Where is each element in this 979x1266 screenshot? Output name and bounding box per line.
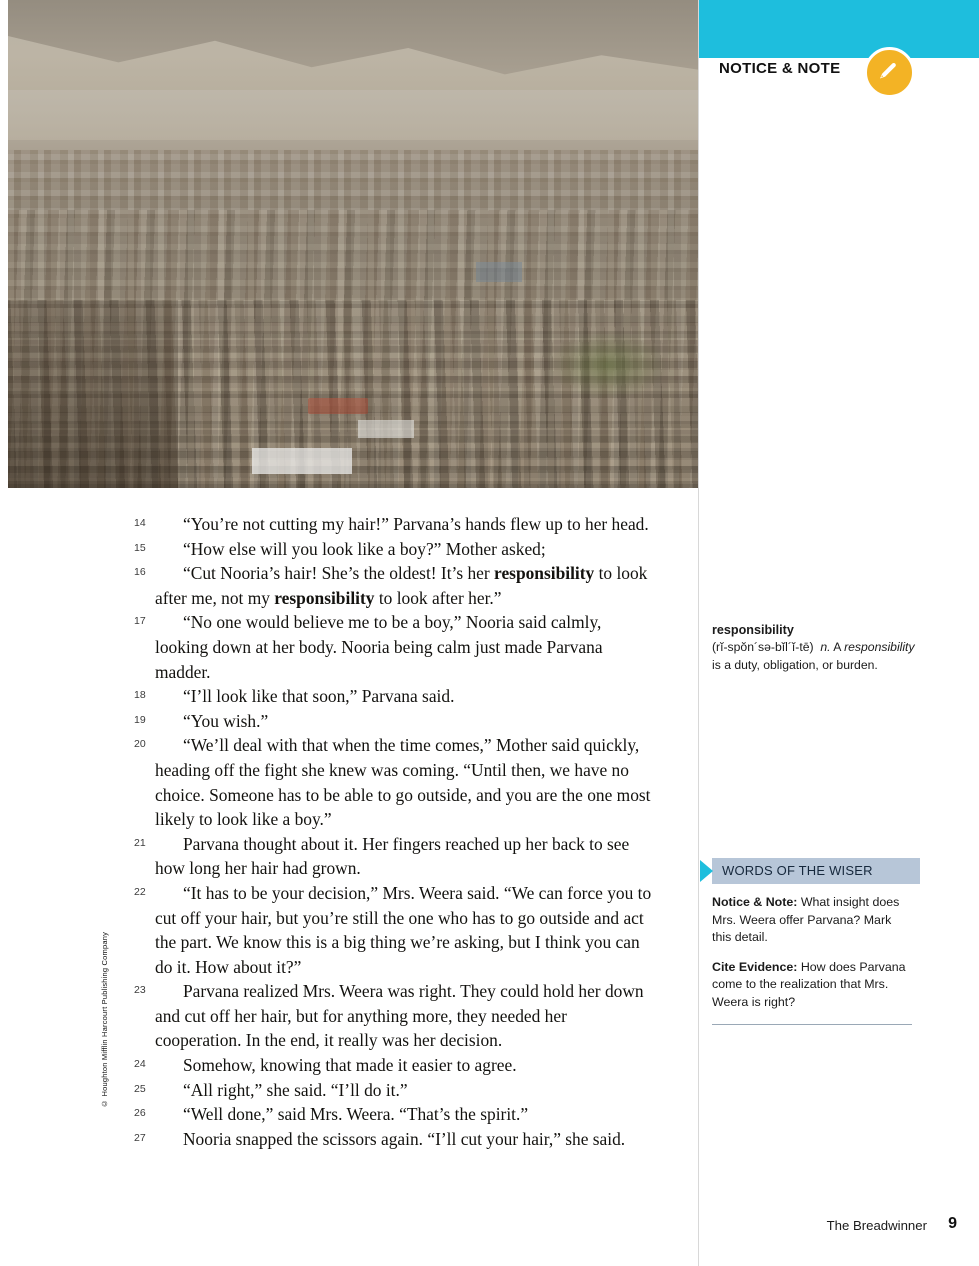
story-paragraph [134, 979, 656, 1053]
vocabulary-word: responsibility [712, 623, 794, 637]
story-paragraph [134, 1078, 656, 1103]
paragraph-number: 16 [134, 566, 146, 579]
story-paragraph [134, 881, 656, 979]
paragraph-number: 15 [134, 541, 146, 554]
paragraph-text: “It has to be your decision,” Mrs. Weera said. “We can force you to cut off your hair, but you’re still the one who has to go outside and act the part. We know this is a big thing we’re asking, but I think you can do it. How about it?” [155, 882, 652, 977]
cite-evidence-prompt-text: How does Parvana come to the realization that Mrs. Weera is right? [712, 959, 906, 1009]
story-paragraph [134, 1053, 656, 1078]
paragraph-number: 22 [134, 885, 146, 898]
paragraph-text: “Cut Nooria’s hair! She’s the oldest! It’s her responsibility to look after me, not my responsibility to look after her.” [155, 563, 648, 608]
story-paragraph [134, 832, 656, 881]
photo-shadow-left [8, 300, 178, 488]
cite-evidence-prompt-label: Cite Evidence: [712, 959, 798, 974]
paragraph-text: “No one would believe me to be a boy,” Nooria said calmly, looking down at her body. Nooria being calm just made Parvana madder. [155, 612, 603, 682]
paragraph-number: 25 [134, 1082, 146, 1095]
photo-green-patch [548, 330, 668, 400]
words-of-the-wiser-callout [698, 858, 920, 1025]
paragraph-text: “All right,” she said. “I’ll do it.” [183, 1079, 408, 1100]
notice-note-prompt [712, 894, 912, 947]
paragraph-text: Nooria snapped the scissors again. “I’ll cut your hair,” she said. [183, 1128, 626, 1149]
words-of-the-wiser-header [712, 858, 920, 884]
paragraph-number: 23 [134, 984, 146, 997]
city-photograph [8, 0, 698, 488]
notice-note-prompt-label: Notice & Note: [712, 895, 798, 909]
pencil-icon [864, 47, 915, 98]
photo-blue-roof [476, 262, 522, 282]
story-paragraph [134, 1102, 656, 1127]
story-text [134, 512, 656, 1151]
story-paragraph [134, 733, 656, 831]
paragraph-number: 17 [134, 615, 146, 628]
paragraph-text: Parvana realized Mrs. Weera was right. They could hold her down and cut off her hair, but for anything more, they needed her cooperation. In the end, it really was her decision. [155, 981, 644, 1051]
paragraph-text: “You’re not cutting my hair!” Parvana’s hands flew up to her head. [183, 514, 649, 534]
story-paragraph [134, 1127, 656, 1152]
pointer-arrow-icon [700, 860, 713, 882]
photo-red-roof [308, 398, 368, 414]
paragraph-text: Somehow, knowing that made it easier to agree. [183, 1055, 517, 1076]
paragraph-number: 26 [134, 1107, 146, 1120]
story-paragraph [134, 512, 656, 537]
photo-white-building [252, 448, 352, 474]
story-paragraph [134, 561, 656, 610]
page-number: 9 [948, 1215, 957, 1232]
notice-note-prompt-text: What insight does Mrs. Weera offer Parvana? Mark this detail. [712, 895, 900, 945]
paragraph-text: “I’ll look like that soon,” Parvana said. [183, 686, 455, 707]
cite-evidence-prompt [712, 959, 912, 1012]
paragraph-text: Parvana thought about it. Her fingers reached up her back to see how long her hair had grown. [155, 833, 630, 879]
vocabulary-definition: (rĭ-spŏn´sə-bĭl´ĭ-tē) n. A responsibility is a duty, obligation, or burden. [712, 640, 915, 672]
paragraph-text: “We’ll deal with that when the time comes,” Mother said quickly, heading off the fight she knew was coming. “Until then, we have no choice. Someone has to be able to go outside, and you are the one most likely to look like a boy.” [155, 735, 651, 830]
story-paragraph [134, 537, 656, 562]
paragraph-text: “You wish.” [183, 710, 269, 731]
story-paragraph [134, 709, 656, 734]
paragraph-number: 24 [134, 1058, 146, 1071]
paragraph-text: “Well done,” said Mrs. Weera. “That’s the spirit.” [183, 1104, 529, 1125]
paragraph-number: 18 [134, 689, 146, 702]
photo-white-building-2 [358, 420, 414, 438]
story-paragraph [134, 684, 656, 709]
vocabulary-note [712, 621, 920, 674]
page-footer [698, 1212, 979, 1242]
paragraph-number: 27 [134, 1131, 146, 1144]
notice-note-title: NOTICE & NOTE [719, 60, 841, 77]
words-of-the-wiser-body [712, 884, 912, 1025]
paragraph-number: 21 [134, 836, 146, 849]
copyright-notice: © Houghton Mifflin Harcourt Publishing Company [100, 931, 109, 1108]
sidebar-color-band [699, 0, 979, 58]
story-paragraph [134, 610, 656, 684]
words-of-the-wiser-label: WORDS OF THE WISER [722, 863, 873, 878]
source-title: The Breadwinner [826, 1218, 927, 1233]
paragraph-text: “How else will you look like a boy?” Mother asked; [183, 538, 546, 559]
paragraph-number: 14 [134, 517, 146, 529]
paragraph-number: 20 [134, 738, 146, 751]
paragraph-number: 19 [134, 713, 146, 726]
